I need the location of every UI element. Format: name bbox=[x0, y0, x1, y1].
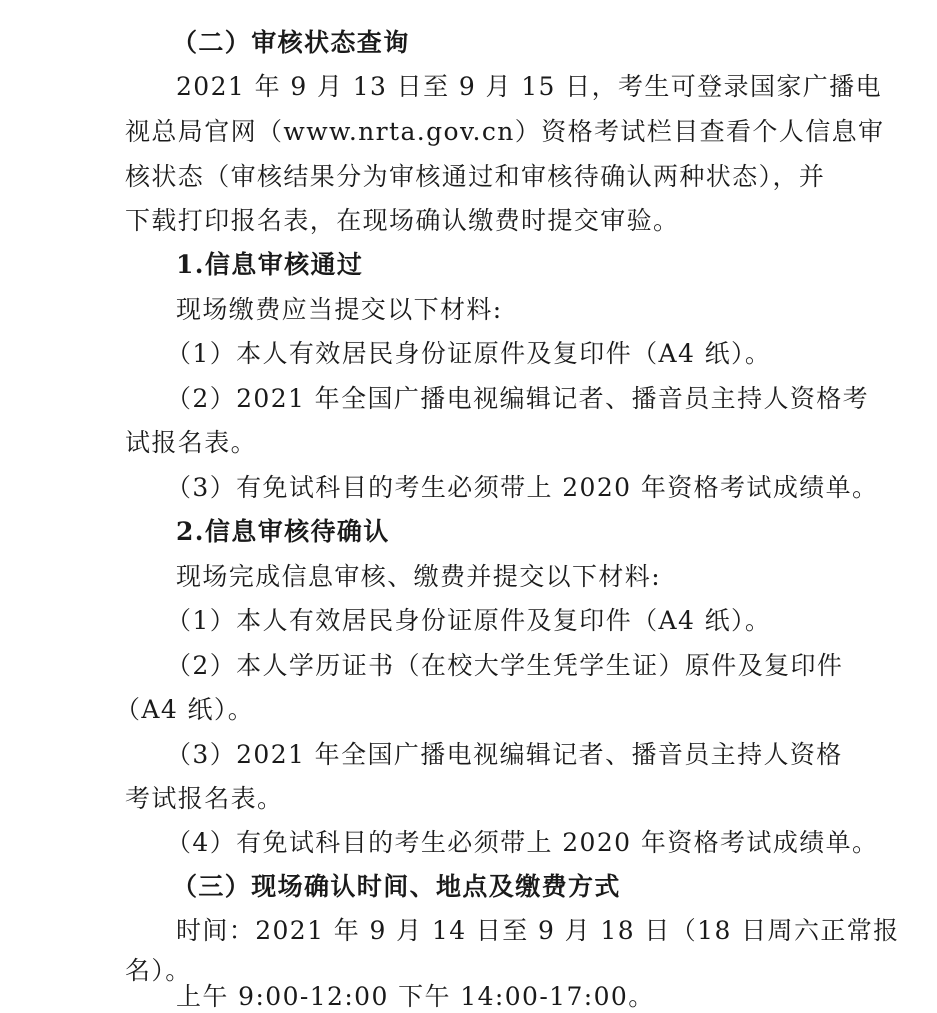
paragraph-line: 2021 年 9 月 13 日至 9 月 15 日，考生可登录国家广播电 bbox=[176, 72, 882, 101]
list-item: （1）本人有效居民身份证原件及复印件（A4 纸）。 bbox=[166, 606, 772, 635]
schedule-hours: 上午 9:00-12:00 下午 14:00-17:00。 bbox=[176, 982, 655, 1011]
paragraph-line: 现场缴费应当提交以下材料: bbox=[176, 295, 503, 324]
list-item: （3）有免试科目的考生必须带上 2020 年资格考试成绩单。 bbox=[166, 473, 879, 502]
paragraph-line: 视总局官网（www.nrta.gov.cn）资格考试栏目查看个人信息审 bbox=[125, 117, 885, 146]
subheading-review-passed: 1.信息审核通过 bbox=[176, 250, 364, 279]
list-item-continuation: 考试报名表。 bbox=[125, 784, 284, 813]
list-item-continuation: （A4 纸）。 bbox=[115, 695, 255, 724]
paragraph-line: 核状态（审核结果分为审核通过和审核待确认两种状态），并 bbox=[125, 162, 826, 191]
section-heading-review-status: （二）审核状态查询 bbox=[172, 28, 410, 57]
section-heading-confirmation-time: （三）现场确认时间、地点及缴费方式 bbox=[172, 872, 621, 901]
list-item: （2）本人学历证书（在校大学生凭学生证）原件及复印件 bbox=[166, 651, 844, 680]
paragraph-line: 名）。 bbox=[125, 956, 192, 985]
paragraph-line: 下载打印报名表，在现场确认缴费时提交审验。 bbox=[125, 206, 680, 235]
list-item: （2）2021 年全国广播电视编辑记者、播音员主持人资格考 bbox=[166, 384, 870, 413]
list-item: （4）有免试科目的考生必须带上 2020 年资格考试成绩单。 bbox=[166, 828, 879, 857]
paragraph-line: 现场完成信息审核、缴费并提交以下材料: bbox=[176, 562, 662, 591]
paragraph-line: 时间：2021 年 9 月 14 日至 9 月 18 日（18 日周六正常报 bbox=[176, 916, 900, 945]
list-item: （1）本人有效居民身份证原件及复印件（A4 纸）。 bbox=[166, 339, 772, 368]
subheading-review-pending: 2.信息审核待确认 bbox=[176, 517, 390, 546]
list-item-continuation: 试报名表。 bbox=[125, 428, 258, 457]
list-item: （3）2021 年全国广播电视编辑记者、播音员主持人资格 bbox=[166, 740, 843, 769]
